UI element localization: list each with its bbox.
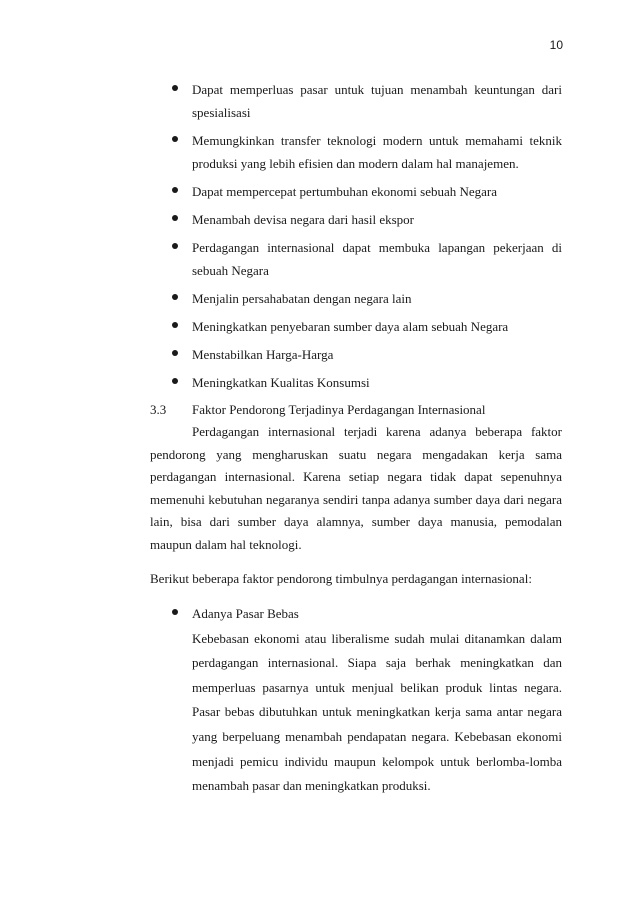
text-line: Meningkatkan penyebaran sumber daya alam sebuah Negara (192, 319, 509, 334)
benefits-list (150, 78, 562, 394)
text-line: Perdagangan internasional terjadi karena adanya beberapa faktor (192, 424, 562, 439)
text-line: Kebebasan ekonomi atau liberalisme sudah mulai ditanamkan dalam (192, 630, 562, 646)
section-paragraph (150, 421, 562, 556)
text-line: produksi yang lebih efisien dan modern dalam hal manajemen. (192, 156, 519, 171)
intro-text: Berikut beberapa faktor pendorong timbulnya perdagangan internasional: (150, 571, 532, 586)
text-line: perdagangan internasional. Siapa saja berhak meningkatkan dan (192, 655, 562, 671)
section-title: Faktor Pendorong Terjadinya Perdagangan Internasional (192, 402, 486, 417)
text-line: memperluas pasarnya untuk menjual belikan produk lintas negara. (192, 679, 562, 695)
text-line: sebuah Negara (192, 263, 269, 278)
list-item (150, 208, 562, 231)
list-item (150, 287, 562, 310)
text-line: perdagangan internasional. Karena setiap negara tidak dapat sepenuhnya (150, 469, 562, 484)
list-item (150, 236, 562, 282)
text-line: Dapat mempercepat pertumbuhan ekonomi sebuah Negara (192, 184, 498, 199)
text-line: menambah pasar dan meningkatkan produksi. (192, 778, 431, 794)
page-content (150, 78, 562, 804)
list-item (150, 343, 562, 366)
list-item (150, 180, 562, 203)
text-line: Perdagangan internasional dapat membuka lapangan pekerjaan di (192, 240, 562, 255)
section-heading (150, 399, 562, 421)
text-line: spesialisasi (192, 105, 251, 120)
text-line: Dapat memperluas pasar untuk tujuan menambah keuntungan dari (192, 82, 562, 97)
text-line: pendorong yang mengharuskan suatu negara mengadakan kerja sama (150, 446, 562, 462)
text-line: Menjalin persahabatan dengan negara lain (192, 291, 412, 306)
text-line: lain, bisa dari sumber daya alamnya, sumber daya manusia, pemodalan (150, 514, 562, 529)
text-line: Memungkinkan transfer teknologi modern untuk memahami teknik (192, 133, 562, 148)
text-line: Meningkatkan Kualitas Konsumsi (192, 375, 370, 390)
list-item (150, 371, 562, 394)
factor-list (150, 602, 562, 799)
factor-title: Adanya Pasar Bebas (192, 606, 299, 621)
list-item (150, 315, 562, 338)
section-number: 3.3 (150, 402, 167, 417)
list-item (150, 78, 562, 124)
text-line: Menstabilkan Harga-Harga (192, 347, 334, 362)
text-line: yang berpeluang menambah pendapatan negara. Kebebasan ekonomi (192, 728, 562, 744)
page-number: 10 (549, 38, 563, 52)
text-line: menjadi pemicu individu maupun kelompok untuk berlomba-lomba (192, 753, 562, 769)
text-line: memenuhi kebutuhan negaranya sendiri tanpa adanya sumber daya dari negara (150, 491, 562, 507)
list-item (150, 602, 562, 799)
text-line: Pasar bebas dibutuhkan untuk meningkatkan kerja sama antar negara (192, 704, 562, 720)
text-line: Menambah devisa negara dari hasil ekspor (192, 212, 415, 227)
list-item (150, 129, 562, 175)
text-line: maupun dalam hal teknologi. (150, 536, 302, 552)
